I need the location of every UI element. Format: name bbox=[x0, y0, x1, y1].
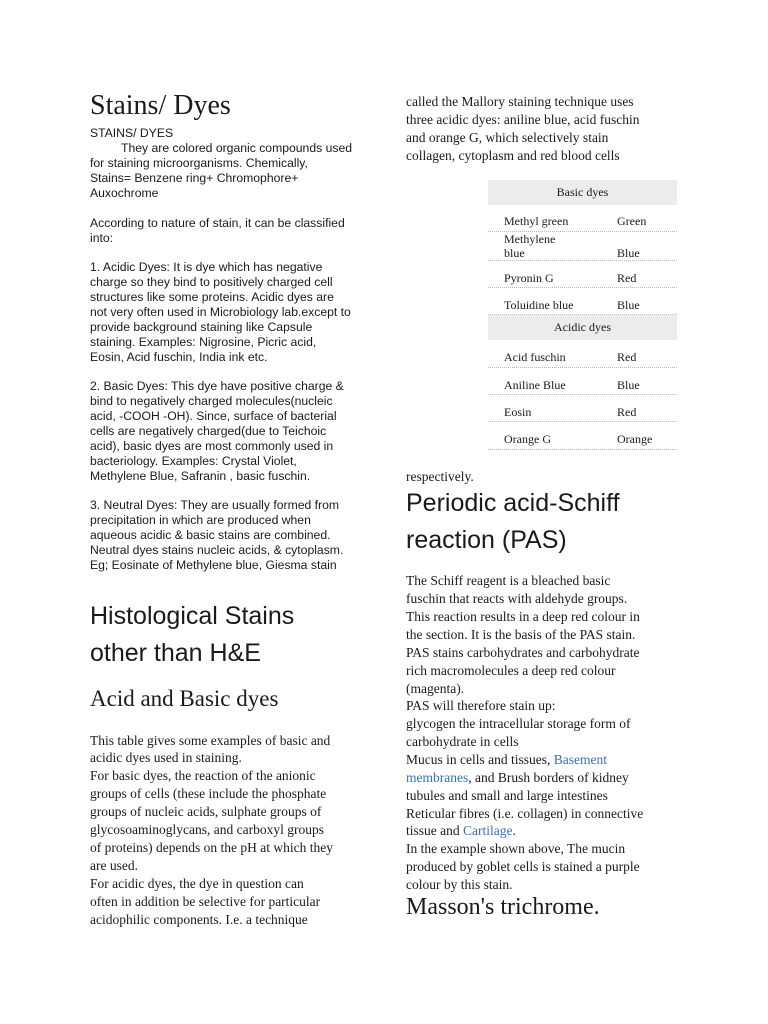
subtitle: STAINS/ DYES bbox=[90, 126, 174, 140]
table-row: Orange G Orange bbox=[488, 422, 677, 450]
table-row: Methyl green Green bbox=[488, 205, 677, 232]
massons-trichrome-heading: Masson's trichrome. bbox=[406, 894, 600, 920]
basic-dyes-header: Basic dyes bbox=[488, 180, 677, 205]
table-row: Pyronin G Red bbox=[488, 261, 677, 288]
acidic-dyes-header: Acidic dyes bbox=[488, 315, 677, 340]
membranes-link[interactable]: membranes bbox=[406, 770, 469, 785]
respectively-text: respectively. bbox=[406, 469, 474, 484]
table-row: Methylene blue Blue bbox=[488, 232, 677, 261]
dyes-table bbox=[488, 180, 677, 450]
cartilage-link[interactable]: Cartilage bbox=[463, 823, 513, 838]
table-row: Eosin Red bbox=[488, 395, 677, 422]
table-row: Aniline Blue Blue bbox=[488, 368, 677, 395]
basement-membranes-link[interactable]: Basement bbox=[553, 752, 607, 767]
table-row: Toluidine blue Blue bbox=[488, 288, 677, 315]
acid-basic-heading: Acid and Basic dyes bbox=[90, 686, 279, 711]
table-row: Acid fuschin Red bbox=[488, 340, 677, 368]
page-title: Stains/ Dyes bbox=[90, 90, 231, 121]
